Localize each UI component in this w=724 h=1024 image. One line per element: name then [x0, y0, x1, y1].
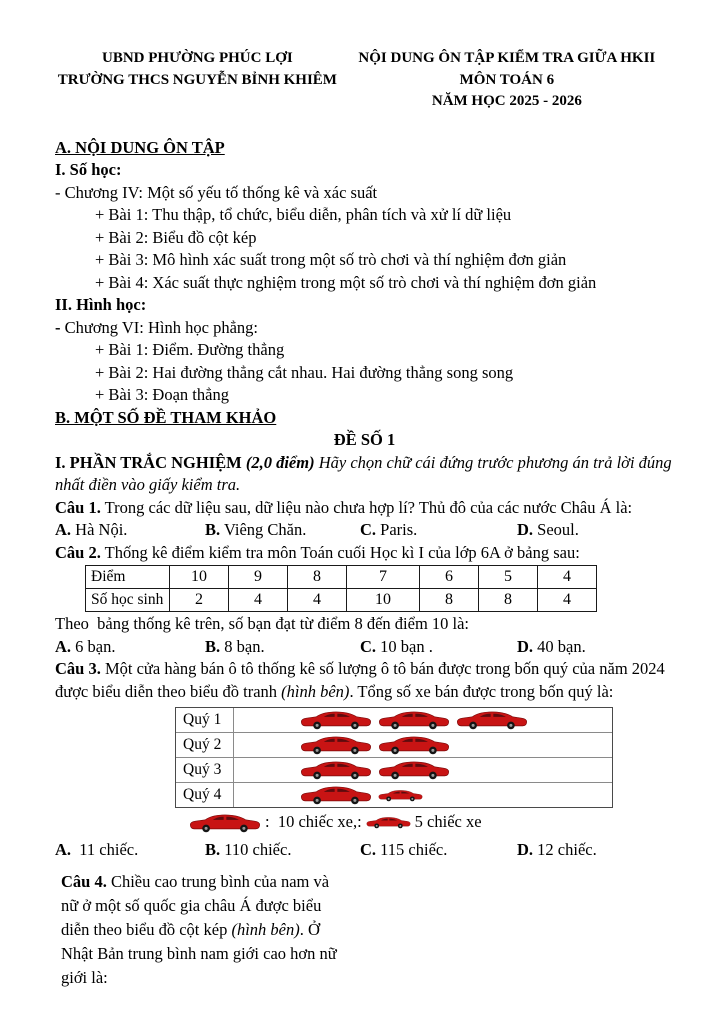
table-cell: 4	[538, 589, 597, 612]
table-cell: 6	[420, 566, 479, 589]
option-d: D. Seoul.	[517, 520, 579, 539]
multiple-choice-heading	[55, 452, 674, 497]
question-3-text-after: . Tổng số xe bán được trong bốn quý là:	[349, 681, 614, 701]
option-d: D. 40 bạn.	[517, 636, 586, 656]
option-d: D. 12 chiếc.	[517, 840, 597, 859]
geo-lesson-3: + Bài 3: Đoạn thẳng	[95, 385, 229, 404]
geo-chapter-dash: -	[55, 317, 61, 337]
table-cell: 2	[170, 589, 229, 612]
section-a-title-text: A. NỘI DUNG ÔN TẬP	[55, 137, 225, 157]
table-row	[86, 566, 597, 589]
option-c: C. 10 bạn .	[360, 636, 433, 656]
header-subject: MÔN TOÁN 6	[459, 71, 555, 88]
car-icon-large	[189, 813, 261, 833]
arith-chapter: - Chương IV: Một số yếu tố thống kê và xác suất	[55, 182, 378, 202]
pictograph-row-cars	[234, 760, 450, 780]
arith-lesson-3: + Bài 3: Mô hình xác suất trong một số trò chơi và thí nghiệm đơn giản	[95, 250, 567, 269]
pictograph	[175, 707, 613, 808]
pictograph-legend	[185, 810, 674, 835]
geo-heading: II. Hình học:	[55, 295, 147, 314]
car-icon-large	[300, 735, 372, 755]
question-3-label: Câu 3.	[55, 659, 101, 678]
document-header	[55, 48, 674, 113]
pictograph-row-cars	[234, 710, 528, 730]
car-icon-large	[378, 710, 450, 730]
question-3-options	[55, 839, 674, 862]
option-b: B. 8 bạn.	[205, 636, 265, 656]
car-icon-large	[378, 760, 450, 780]
legend-text-large: : 10 chiếc xe,:	[265, 812, 362, 832]
option-c: C. Paris.	[360, 520, 418, 539]
arith-lesson-2: + Bài 2: Biểu đồ cột kép	[95, 227, 257, 247]
table-cell: 8	[288, 566, 347, 589]
arith-lesson-4: + Bài 4: Xác suất thực nghiệm trong một số trò chơi và thí nghiệm đơn giản	[95, 272, 597, 292]
table-cell: Số học sinh	[86, 589, 170, 612]
question-1	[55, 497, 674, 520]
option-a: A. Hà Nội.	[55, 520, 128, 539]
question-2-text: Thống kê điểm kiểm tra môn Toán cuối Học kì I của lớp 6A ở bảng sau:	[100, 542, 580, 562]
question-3-text-italic: (hình bên)	[281, 681, 350, 701]
table-cell: Điểm	[86, 566, 170, 589]
geo-chapter-text: Chương VI: Hình học phẳng:	[60, 317, 258, 337]
question-4	[61, 870, 345, 990]
question-1-text: Trong các dữ liệu sau, dữ liệu nào chưa hợp lí? Thủ đô của các nước Châu Á là:	[100, 497, 633, 517]
table-cell: 8	[420, 589, 479, 612]
section-a-title	[55, 137, 674, 160]
question-2-label: Câu 2.	[55, 542, 101, 562]
car-icon-large	[300, 785, 372, 805]
geo-chapter	[55, 317, 674, 340]
question-3-text: Một cửa hàng bán ô tô thống kê số lượng ô tô bán được trong bốn quý của năm 2024 được biểu diễn theo biểu đồ tranh	[55, 659, 665, 701]
pictograph-row-label: Quý 4	[176, 783, 234, 807]
arith-lesson-1: + Bài 1: Thu thập, tổ chức, biểu diễn, phân tích và xử lí dữ liệu	[95, 205, 512, 224]
pictograph-row	[176, 783, 612, 807]
table-cell: 10	[170, 566, 229, 589]
table-cell: 4	[229, 589, 288, 612]
header-title-block	[340, 48, 674, 113]
option-b: B. Viêng Chăn.	[205, 520, 307, 539]
header-doc-title: NỘI DUNG ÔN TẬP KIỂM TRA GIỮA HKII	[358, 50, 656, 66]
header-ward: UBND PHƯỜNG PHÚC LỢI	[102, 50, 293, 66]
header-school-block	[55, 48, 340, 113]
pictograph-row	[176, 708, 612, 733]
pictograph-row-cars	[234, 735, 450, 755]
option-a: A. 6 bạn.	[55, 636, 116, 656]
table-cell: 7	[347, 566, 420, 589]
geo-lesson-1: + Bài 1: Điểm. Đường thẳng	[95, 340, 285, 359]
table-cell: 4	[288, 589, 347, 612]
table-cell: 8	[479, 589, 538, 612]
mc-points: (2,0 điểm)	[241, 452, 319, 472]
question-2-options	[55, 636, 674, 659]
car-icon-small	[378, 789, 423, 802]
arith-heading: I. Số học:	[55, 160, 122, 179]
table-row	[86, 589, 597, 612]
table-cell: 5	[479, 566, 538, 589]
car-icon-large	[378, 735, 450, 755]
pictograph-row-label: Quý 1	[176, 708, 234, 732]
table-cell: 10	[347, 589, 420, 612]
option-a: A. 11 chiếc.	[55, 840, 139, 859]
section-b-title-text: B. MỘT SỐ ĐỀ THAM KHẢO	[55, 407, 277, 427]
table-cell: 4	[538, 566, 597, 589]
car-icon-large	[300, 710, 372, 730]
geo-lesson-2: + Bài 2: Hai đường thẳng cắt nhau. Hai đường thẳng song song	[95, 362, 514, 382]
section-b-title	[55, 407, 674, 430]
option-b: B. 110 chiếc.	[205, 840, 292, 859]
question-2	[55, 542, 674, 565]
pictograph-row-label: Quý 3	[176, 758, 234, 782]
option-c: C. 115 chiếc.	[360, 840, 448, 859]
question-3	[55, 658, 674, 703]
question-2-followup: Theo bảng thống kê trên, số bạn đạt từ điểm 8 đến điểm 10 là:	[55, 614, 470, 633]
header-school: TRƯỜNG THCS NGUYỄN BỈNH KHIÊM	[57, 71, 337, 88]
pictograph-row	[176, 733, 612, 758]
question-4-text-after: . Ở Nhật Bản trung bình nam giới cao hơn nữ giới là:	[61, 919, 337, 987]
pictograph-row	[176, 758, 612, 783]
table-cell: 9	[229, 566, 288, 589]
exam-1-title: ĐỀ SỐ 1	[333, 430, 396, 449]
mc-heading-text: I. PHẦN TRẮC NGHIỆM	[55, 452, 242, 472]
car-icon-large	[300, 760, 372, 780]
pictograph-row-label: Quý 2	[176, 733, 234, 757]
question-1-options	[55, 519, 674, 542]
car-icon-large	[456, 710, 528, 730]
question-1-label: Câu 1.	[55, 497, 101, 517]
car-icon-small	[366, 816, 411, 829]
mc-instruction: Hãy chọn chữ cái đứng trước phương án trả lời đúng nhất điền vào giấy kiểm tra.	[55, 452, 672, 494]
pictograph-row-cars	[234, 785, 423, 805]
question-4-text-italic: (hình bên)	[231, 919, 300, 939]
legend-text-small: 5 chiếc xe	[414, 812, 482, 832]
question-4-label: Câu 4.	[61, 871, 107, 891]
question-4-text: Chiều cao trung bình của nam và nữ ở một số quốc gia châu Á được biểu diễn theo biểu đồ cột kép	[61, 871, 330, 939]
score-table	[85, 565, 597, 612]
header-school-year: NĂM HỌC 2025 - 2026	[431, 93, 582, 109]
